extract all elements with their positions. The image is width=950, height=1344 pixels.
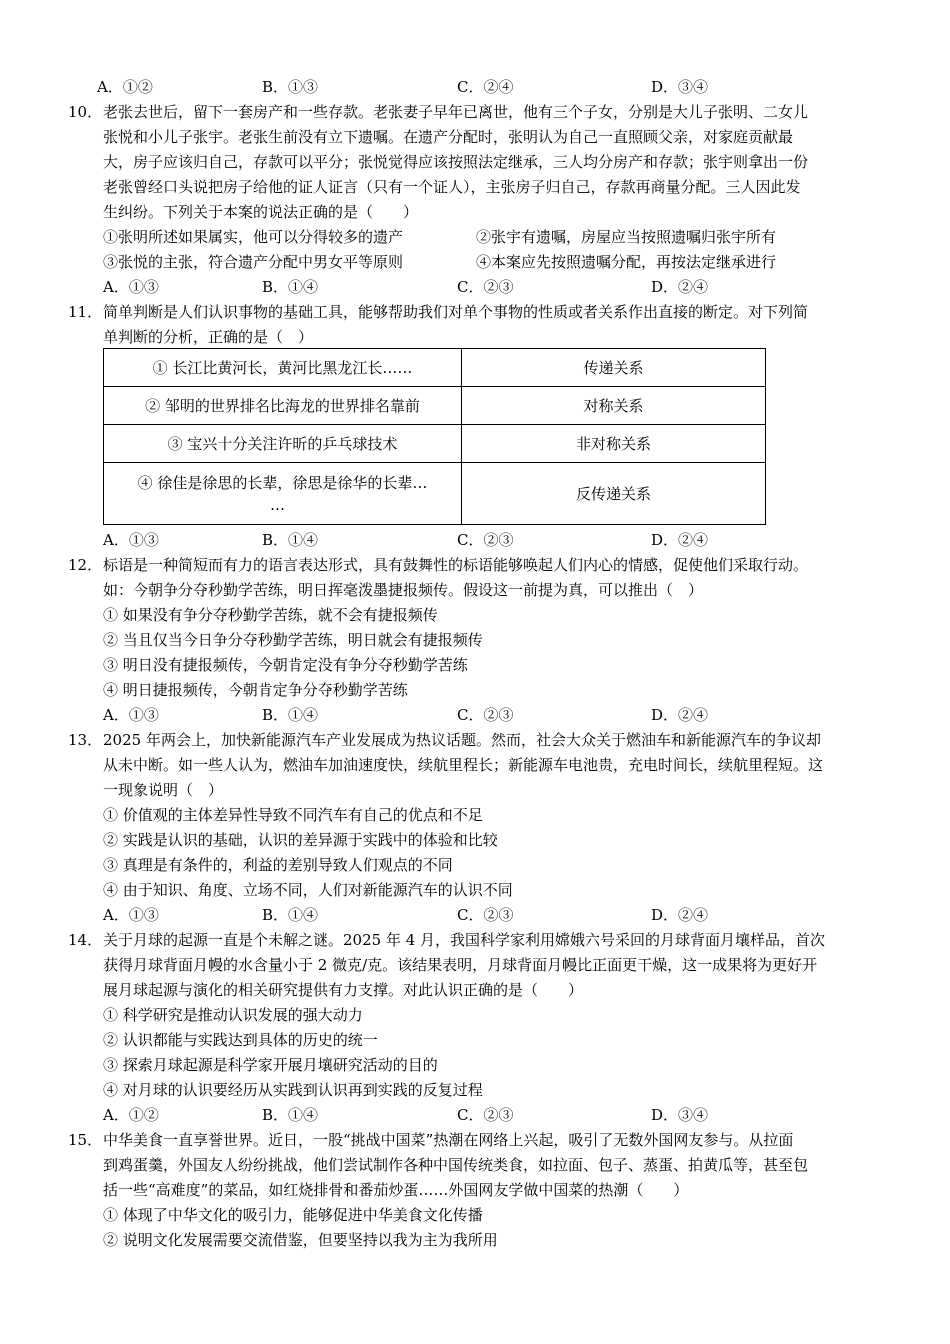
table-row xyxy=(104,349,766,387)
q13-item-3: ③ 真理是有条件的，利益的差别导致人们观点的不同 xyxy=(103,856,453,874)
q15-number: 15． xyxy=(68,1131,103,1149)
table-row xyxy=(104,463,766,525)
table-cell-relation: 传递关系 xyxy=(462,349,766,387)
q14-option-d: D．③④ xyxy=(651,1106,709,1124)
q14-number: 14． xyxy=(68,931,103,949)
q14-option-a: A．①② xyxy=(103,1106,159,1124)
q9-option-a: A．①② xyxy=(97,78,153,96)
q10-option-c: C．②③ xyxy=(457,278,514,296)
q13-number: 13． xyxy=(68,731,103,749)
q13-option-a: A．①③ xyxy=(103,906,159,924)
q10-stem-line: 大，房子应该归自己，存款可以平分；张悦觉得应该按照法定继承，三人均分房产和存款；张宇则拿出一份 xyxy=(103,153,809,171)
q14-item-1: ① 科学研究是推动认识发展的强大动力 xyxy=(103,1006,363,1024)
table-cell-line: … xyxy=(270,495,285,514)
q14-stem-line: 展月球起源与演化的相关研究提供有力支撑。对此认识正确的是（ ） xyxy=(103,981,584,999)
q12-stem-line: 如：今朝争分夺秒勤学苦练，明日挥毫泼墨捷报频传。假设这一前提为真，可以推出（ ） xyxy=(103,581,704,599)
q10-option-b: B．①④ xyxy=(262,278,319,296)
q10-option-d: D．②④ xyxy=(651,278,709,296)
q14-option-b: B．①④ xyxy=(262,1106,319,1124)
q14-option-c: C．②③ xyxy=(457,1106,514,1124)
table-cell-line: ④ 徐佳是徐思的长辈，徐思是徐华的长辈… xyxy=(137,473,428,492)
q9-option-b: B．①③ xyxy=(262,78,319,96)
table-cell-judgment: ③ 宝兴十分关注许昕的乒乓球技术 xyxy=(104,425,462,463)
q10-item-4: ④本案应先按照遗嘱分配，再按法定继承进行 xyxy=(476,253,777,271)
q12-item-1: ① 如果没有争分夺秒勤学苦练，就不会有捷报频传 xyxy=(103,606,438,624)
q15-item-1: ① 体现了中华文化的吸引力，能够促进中华美食文化传播 xyxy=(103,1206,483,1224)
q12-number: 12． xyxy=(68,556,103,574)
q14-item-4: ④ 对月球的认识要经历从实践到认识再到实践的反复过程 xyxy=(103,1081,483,1099)
q12-stem-line: 标语是一种简短而有力的语言表达形式，具有鼓舞性的标语能够唤起人们内心的情感，促使他们采取行动。 xyxy=(103,556,809,574)
q10-item-1: ①张明所述如果属实，他可以分得较多的遗产 xyxy=(103,228,404,246)
q10-option-a: A．①③ xyxy=(103,278,159,296)
table-cell-relation: 对称关系 xyxy=(462,387,766,425)
table-cell-judgment xyxy=(104,463,462,525)
q13-option-c: C．②③ xyxy=(457,906,514,924)
q13-item-4: ④ 由于知识、角度、立场不同，人们对新能源汽车的认识不同 xyxy=(103,881,513,899)
q13-item-1: ① 价值观的主体差异性导致不同汽车有自己的优点和不足 xyxy=(103,806,483,824)
q12-item-2: ② 当且仅当今日争分夺秒勤学苦练，明日就会有捷报频传 xyxy=(103,631,483,649)
q10-stem-line: 张悦和小儿子张宇。老张生前没有立下遗嘱。在遗产分配时，张明认为自己一直照顾父亲，对家庭贡献最 xyxy=(103,128,794,146)
q13-stem-line: 2025 年两会上，加快新能源汽车产业发展成为热议话题。然而，社会大众关于燃油车和新能源汽车的争议却 xyxy=(103,731,821,749)
q12-option-c: C．②③ xyxy=(457,706,514,724)
q10-stem-line: 生纠纷。下列关于本案的说法正确的是（ ） xyxy=(103,203,419,221)
q14-stem-line: 获得月球背面月幔的水含量小于 2 微克/克。该结果表明，月球背面月幔比正面更干燥，这一成果将为更好开 xyxy=(103,956,818,974)
table-cell-relation: 非对称关系 xyxy=(462,425,766,463)
q14-item-2: ② 认识都能与实践达到具体的历史的统一 xyxy=(103,1031,378,1049)
q14-stem-line: 关于月球的起源一直是个未解之谜。2025 年 4 月，我国科学家利用嫦娥六号采回的月球背面月壤样品，首次 xyxy=(103,931,826,949)
q12-item-3: ③ 明日没有捷报频传，今朝肯定没有争分夺秒勤学苦练 xyxy=(103,656,468,674)
q15-stem-line: 括一些“高难度”的菜品，如红烧排骨和番茄炒蛋……外国网友学做中国菜的热潮（ ） xyxy=(103,1181,689,1199)
q11-option-d: D．②④ xyxy=(651,531,709,549)
q12-option-d: D．②④ xyxy=(651,706,709,724)
table-row xyxy=(104,387,766,425)
q10-stem-line: 老张去世后，留下一套房产和一些存款。老张妻子早年已离世，他有三个子女，分别是大儿子张明、二女儿 xyxy=(103,103,809,121)
table-row xyxy=(104,425,766,463)
q11-option-b: B．①④ xyxy=(262,531,319,549)
q12-option-b: B．①④ xyxy=(262,706,319,724)
q11-number: 11． xyxy=(68,303,103,321)
q13-stem-line: 从未中断。如一些人认为，燃油车加油速度快，续航里程长；新能源车电池贵，充电时间长，续航里程短。这 xyxy=(103,756,824,774)
q10-number: 10． xyxy=(68,103,103,121)
q10-item-3: ③张悦的主张，符合遗产分配中男女平等原则 xyxy=(103,253,404,271)
q11-option-c: C．②③ xyxy=(457,531,514,549)
q12-item-4: ④ 明日捷报频传，今朝肯定争分夺秒勤学苦练 xyxy=(103,681,408,699)
judgment-table xyxy=(103,348,766,525)
q13-option-d: D．②④ xyxy=(651,906,709,924)
q10-item-2: ②张宇有遗嘱，房屋应当按照遗嘱归张宇所有 xyxy=(476,228,777,246)
q11-option-a: A．①③ xyxy=(103,531,159,549)
q9-option-c: C．②④ xyxy=(457,78,514,96)
q15-stem-line: 到鸡蛋羹，外国友人纷纷挑战，他们尝试制作各种中国传统类食，如拉面、包子、蒸蛋、拍黄瓜等，甚至包 xyxy=(103,1156,809,1174)
q13-option-b: B．①④ xyxy=(262,906,319,924)
table-cell-relation: 反传递关系 xyxy=(462,463,766,525)
q10-stem-line: 老张曾经口头说把房子给他的证人证言（只有一个证人），主张房子归自己，存款再商量分配。三人因此发 xyxy=(103,178,801,196)
q14-item-3: ③ 探索月球起源是科学家开展月壤研究活动的目的 xyxy=(103,1056,438,1074)
q15-item-2: ② 说明文化发展需要交流借鉴，但要坚持以我为主为我所用 xyxy=(103,1231,498,1249)
q11-stem-line: 单判断的分析，正确的是（ ） xyxy=(103,328,314,346)
q9-option-d: D．③④ xyxy=(651,78,709,96)
q15-stem-line: 中华美食一直享誉世界。近日，一股“挑战中国菜”热潮在网络上兴起，吸引了无数外国网友参与。从拉面 xyxy=(103,1131,794,1149)
q13-item-2: ② 实践是认识的基础，认识的差异源于实践中的体验和比较 xyxy=(103,831,498,849)
q13-stem-line: 一现象说明（ ） xyxy=(103,781,224,799)
q11-stem-line: 简单判断是人们认识事物的基础工具，能够帮助我们对单个事物的性质或者关系作出直接的断定。对下列简 xyxy=(103,303,809,321)
table-cell-judgment: ② 邹明的世界排名比海龙的世界排名靠前 xyxy=(104,387,462,425)
q12-option-a: A．①③ xyxy=(103,706,159,724)
table-cell-judgment: ① 长江比黄河长，黄河比黑龙江长…… xyxy=(104,349,462,387)
